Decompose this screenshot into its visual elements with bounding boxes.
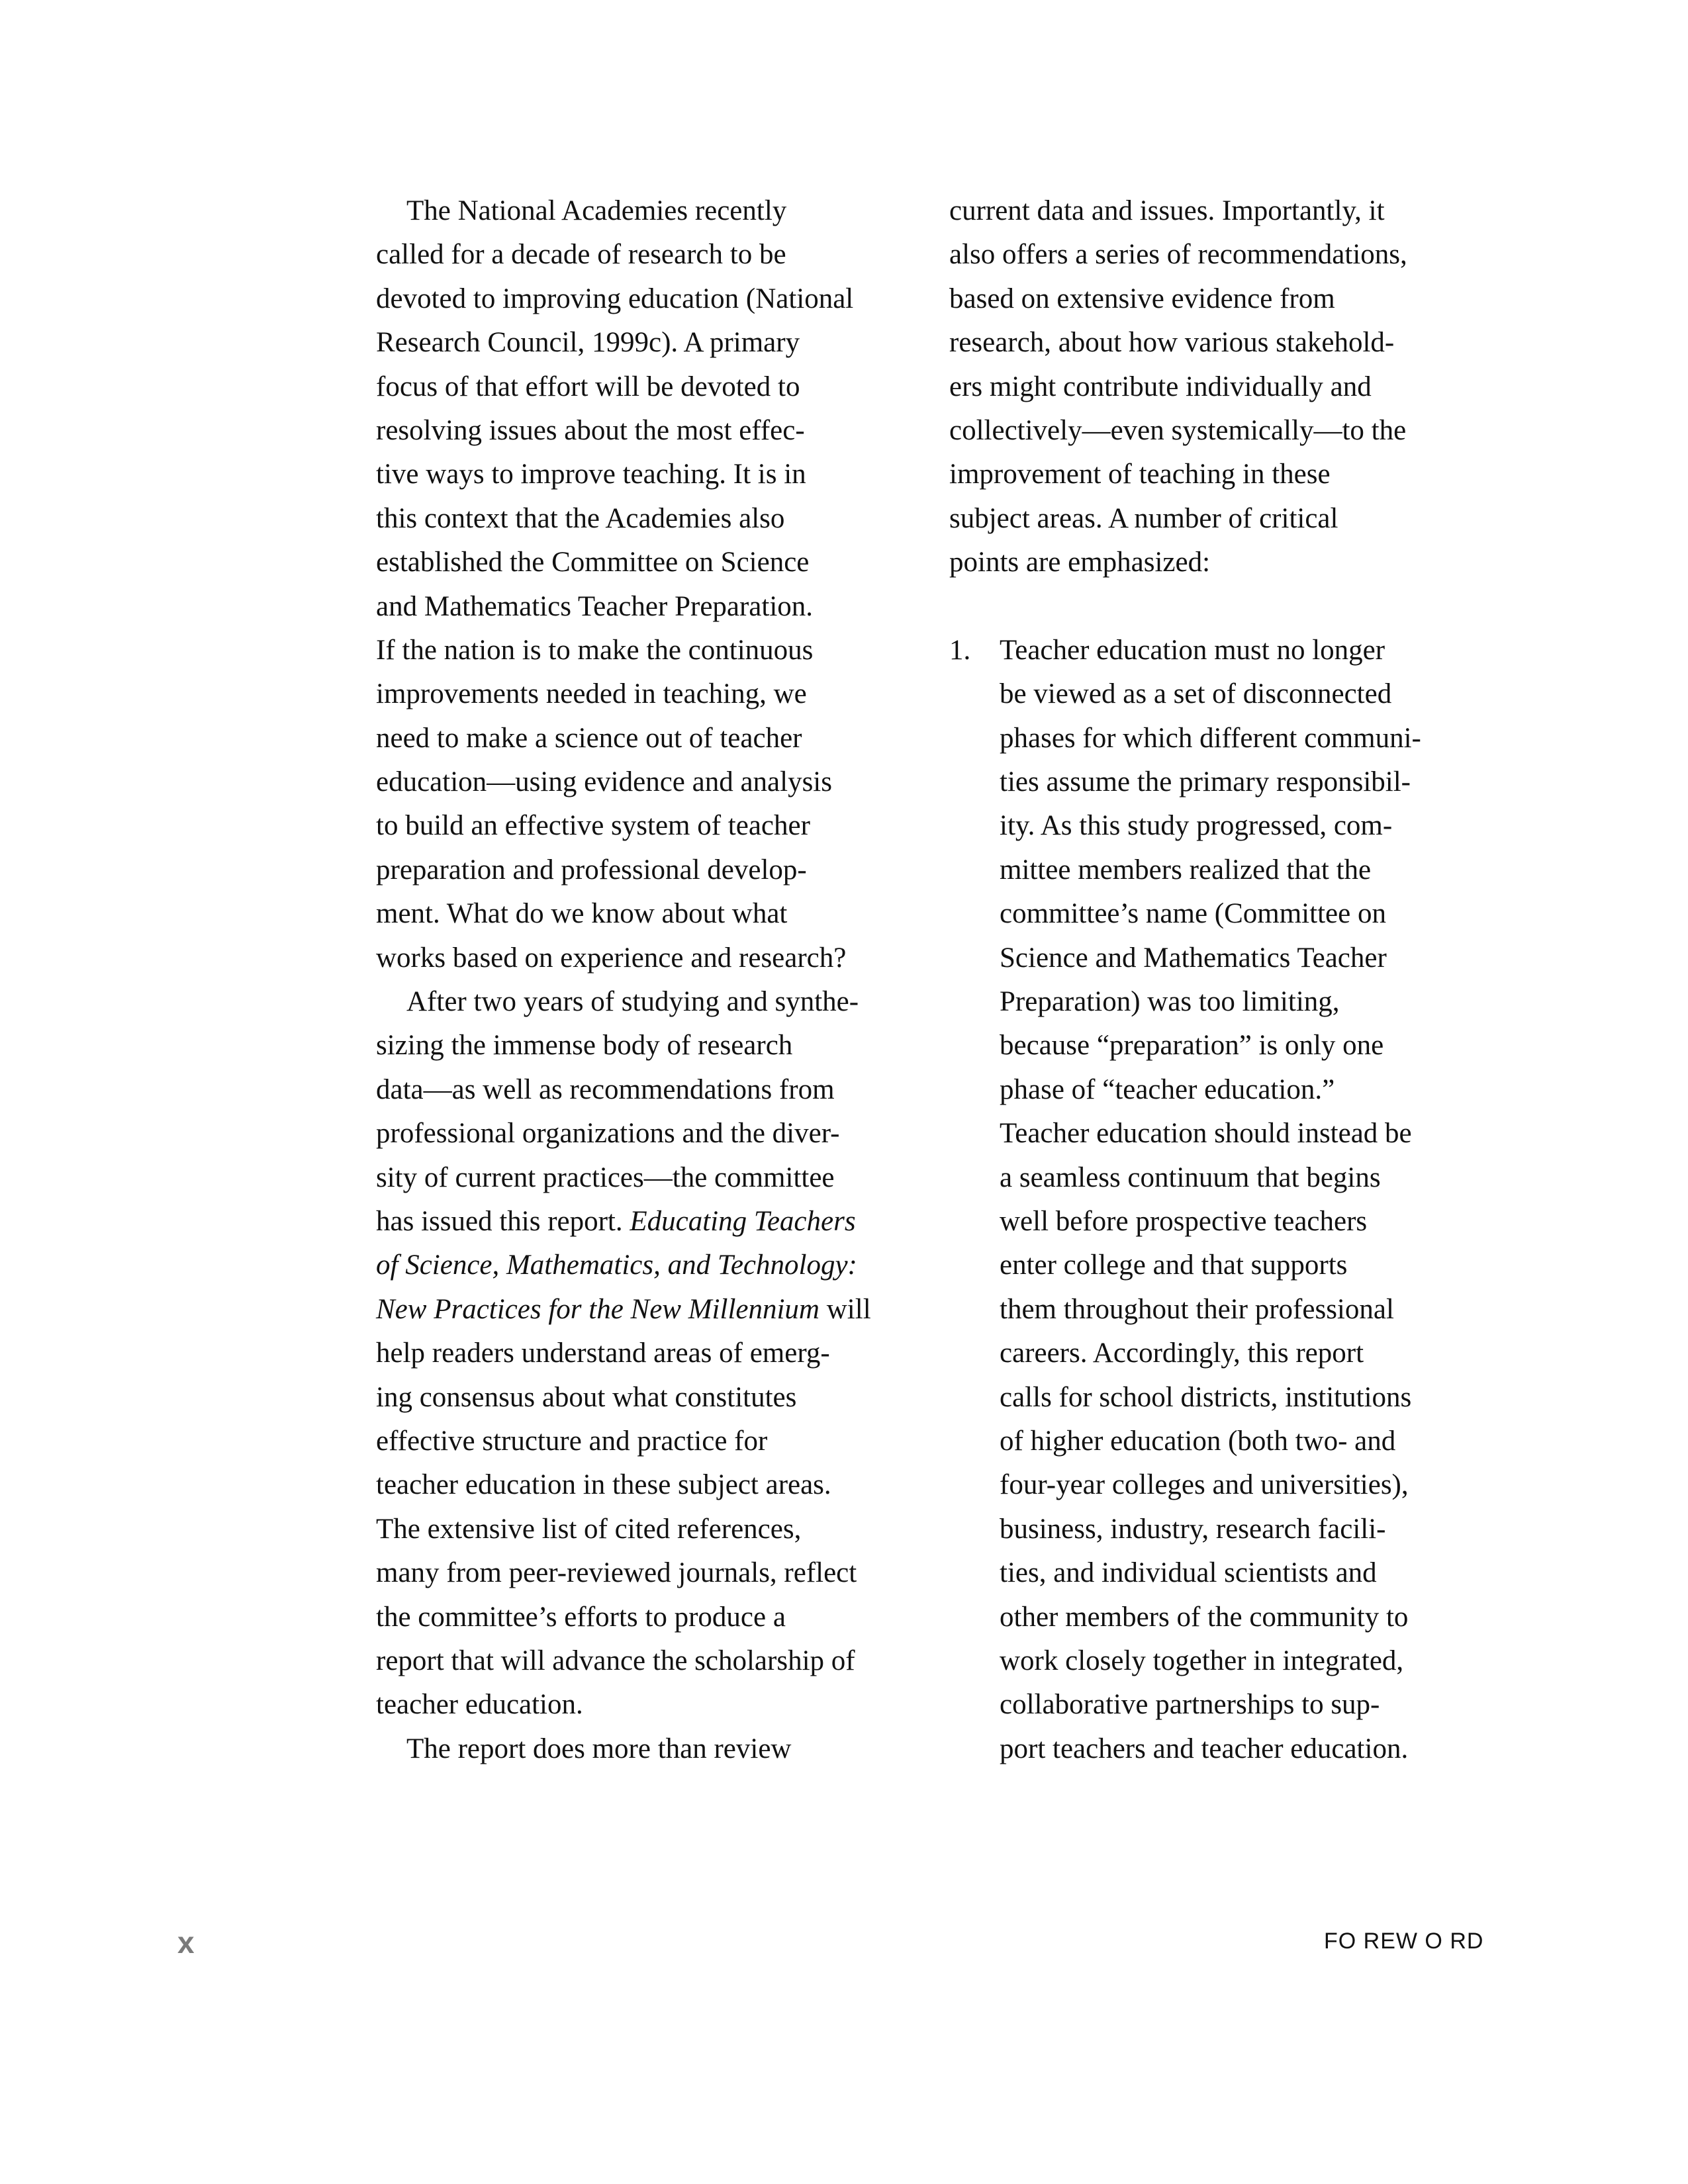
text-line: Teacher education must no longer xyxy=(1000,634,1385,666)
text-line: calls for school districts, institutions xyxy=(1000,1381,1412,1413)
text-line: The National Academies recently xyxy=(406,195,787,226)
report-title-italic: Educating Teachers xyxy=(630,1205,856,1237)
text-line: because “preparation” is only one xyxy=(1000,1030,1384,1062)
text-line: collaborative partnerships to sup- xyxy=(1000,1689,1380,1721)
text-line: help readers understand areas of emerg- xyxy=(376,1338,830,1369)
text-line: four-year colleges and universities), xyxy=(1000,1469,1409,1501)
text-line: The report does more than review xyxy=(406,1733,792,1764)
text-line: ties assume the primary responsibil- xyxy=(1000,766,1411,798)
text-line: teacher education in these subject areas. xyxy=(376,1469,831,1501)
text-line: a seamless continuum that begins xyxy=(1000,1161,1381,1193)
text-line: points are emphasized: xyxy=(949,547,1211,578)
text-line: Teacher education should instead be xyxy=(1000,1118,1412,1150)
text-line: need to make a science out of teacher xyxy=(376,722,802,754)
text-line: education—using evidence and analysis xyxy=(376,766,832,798)
text-line: the committee’s efforts to produce a xyxy=(376,1601,786,1633)
running-head: FO REW O RD xyxy=(1324,1929,1484,1954)
text-line: ment. What do we know about what xyxy=(376,898,788,930)
text-line: called for a decade of research to be xyxy=(376,239,786,271)
text-line: The extensive list of cited references, xyxy=(376,1513,802,1545)
report-title-italic: New Practices for the New Millennium xyxy=(376,1293,820,1325)
text-line: devoted to improving education (National xyxy=(376,283,854,314)
text-line: resolving issues about the most effec- xyxy=(376,414,805,446)
text-line: After two years of studying and synthe- xyxy=(406,986,859,1018)
text-line: business, industry, research facili- xyxy=(1000,1513,1386,1545)
text-line: effective structure and practice for xyxy=(376,1425,768,1457)
text-line: be viewed as a set of disconnected xyxy=(1000,678,1392,710)
text-line: ers might contribute individually and xyxy=(949,371,1372,402)
paragraph-report xyxy=(376,980,912,1727)
text-segment: has issued this report. xyxy=(376,1205,630,1237)
paragraph-continued xyxy=(949,189,1492,585)
text-line: improvements needed in teaching, we xyxy=(376,678,807,710)
text-line: sizing the immense body of research xyxy=(376,1030,793,1062)
text-line: port teachers and teacher education. xyxy=(1000,1733,1409,1764)
list-number: 1. xyxy=(949,634,971,666)
text-line: to build an effective system of teacher xyxy=(376,810,810,842)
text-line: many from peer-reviewed journals, reflect xyxy=(376,1557,857,1589)
text-line: and Mathematics Teacher Preparation. xyxy=(376,590,814,622)
numbered-list-item xyxy=(949,629,1492,1771)
text-line: ing consensus about what constitutes xyxy=(376,1381,797,1413)
paragraph-intro xyxy=(376,189,912,980)
text-line: sity of current practices—the committee xyxy=(376,1161,835,1193)
text-line: data—as well as recommendations from xyxy=(376,1073,835,1105)
text-line: ity. As this study progressed, com- xyxy=(1000,810,1393,842)
text-line: If the nation is to make the continuous xyxy=(376,634,814,666)
text-line: phases for which different communi- xyxy=(1000,722,1421,754)
text-line: tive ways to improve teaching. It is in xyxy=(376,459,806,490)
text-line: phase of “teacher education.” xyxy=(1000,1073,1335,1105)
text-line: this context that the Academies also xyxy=(376,502,785,534)
left-column xyxy=(376,189,912,1771)
text-line: report that will advance the scholarship of xyxy=(376,1645,855,1676)
report-title-italic: of Science, Mathematics, and Technology: xyxy=(376,1250,857,1281)
text-line: Preparation) was too limiting, xyxy=(1000,986,1340,1018)
text-line: committee’s name (Committee on xyxy=(1000,898,1386,930)
text-line: focus of that effort will be devoted to xyxy=(376,371,800,402)
paragraph-continuation xyxy=(376,1727,912,1771)
text-line: teacher education. xyxy=(376,1689,583,1721)
text-line: also offers a series of recommendations, xyxy=(949,239,1407,271)
text-line: research, about how various stakehold- xyxy=(949,327,1395,359)
text-line xyxy=(376,1200,912,1244)
text-line: mittee members realized that the xyxy=(1000,854,1372,886)
text-line: subject areas. A number of critical xyxy=(949,502,1338,534)
text-line: other members of the community to xyxy=(1000,1601,1409,1633)
text-line: established the Committee on Science xyxy=(376,547,810,578)
text-line: of higher education (both two- and xyxy=(1000,1425,1396,1457)
text-line: them throughout their professional xyxy=(1000,1293,1394,1325)
text-line xyxy=(376,1244,912,1287)
text-line xyxy=(376,1288,912,1332)
text-line: improvement of teaching in these xyxy=(949,459,1331,490)
list-item-body xyxy=(1000,629,1492,1771)
text-line: preparation and professional develop- xyxy=(376,854,807,886)
text-line: well before prospective teachers xyxy=(1000,1205,1368,1237)
text-line: professional organizations and the diver- xyxy=(376,1118,840,1150)
text-line: Research Council, 1999c). A primary xyxy=(376,327,800,359)
text-line: ties, and individual scientists and xyxy=(1000,1557,1377,1589)
text-line: Science and Mathematics Teacher xyxy=(1000,942,1387,974)
text-line: based on extensive evidence from xyxy=(949,283,1335,314)
text-line: works based on experience and research? xyxy=(376,942,847,974)
text-line: collectively—even systemically—to the xyxy=(949,414,1407,446)
text-line: enter college and that supports xyxy=(1000,1250,1348,1281)
text-line: current data and issues. Importantly, it xyxy=(949,195,1385,226)
text-line: careers. Accordingly, this report xyxy=(1000,1338,1364,1369)
page-number: x xyxy=(177,1925,195,1960)
text-segment: will xyxy=(820,1293,871,1325)
right-column xyxy=(949,189,1492,1771)
paragraph-gap xyxy=(949,585,1492,629)
text-line: work closely together in integrated, xyxy=(1000,1645,1404,1676)
